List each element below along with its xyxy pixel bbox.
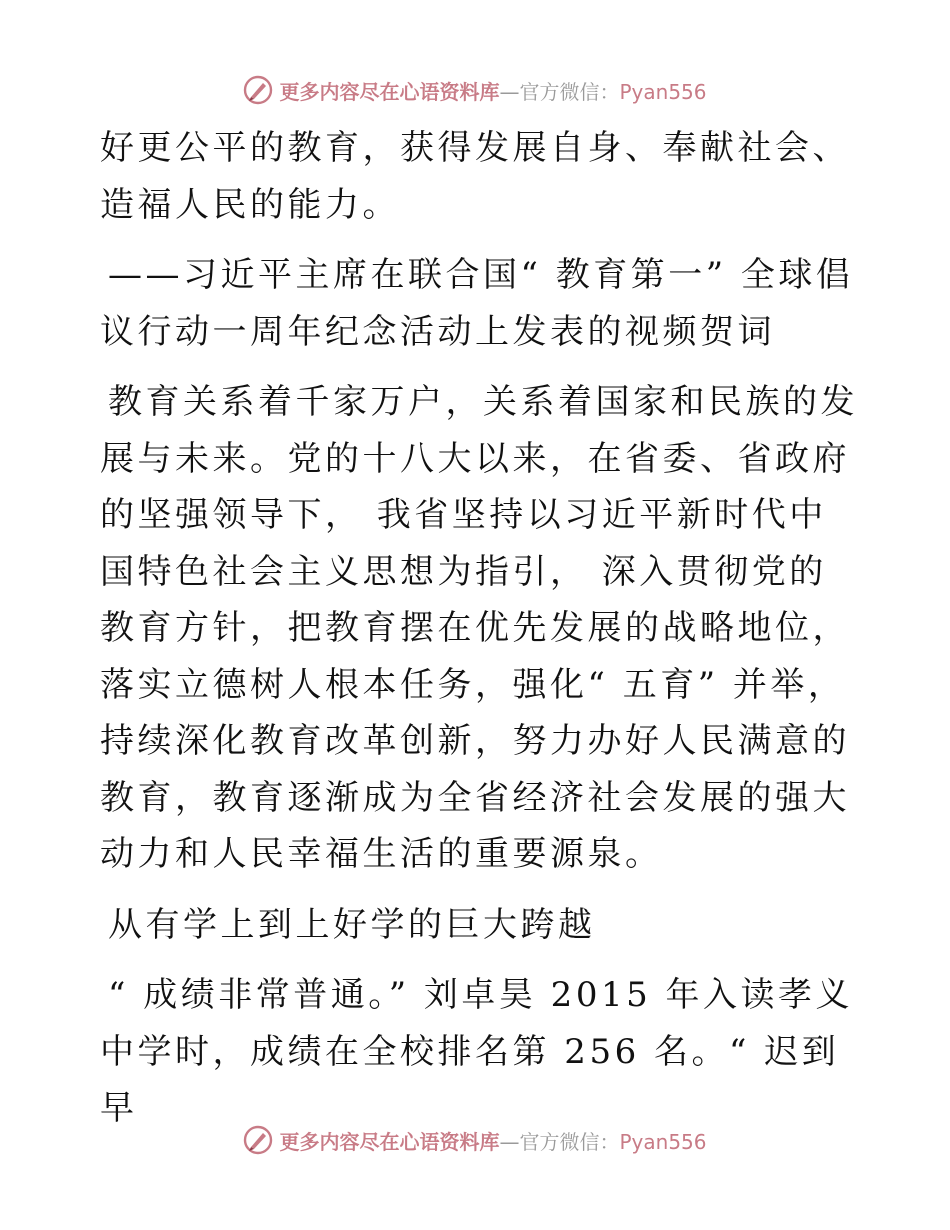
header-watermark	[0, 70, 950, 110]
watermark-wechat-id: Pyan556	[619, 79, 707, 104]
quill-seal-icon	[243, 1125, 273, 1155]
paragraph-continuation: 好更公平的教育，获得发展自身、奉献社会、造福人民的能力。	[100, 128, 850, 225]
watermark-wechat-label: 官方微信：	[519, 1129, 620, 1154]
paragraph-story: “ 成绩非常普通。” 刘卓昊 2015 年入读孝义中学时，成绩在全校排名第 256 名。“ 迟到早	[100, 975, 854, 1128]
quill-seal-icon	[243, 75, 273, 105]
footer-watermark-text	[279, 1126, 706, 1155]
footer-watermark	[0, 1120, 950, 1160]
header-watermark-text	[279, 76, 706, 105]
quote-attribution: ——习近平主席在联合国“ 教育第一” 全球倡议行动一周年纪念活动上发表的视频贺词	[100, 255, 854, 352]
paragraph-education-overview: 教育关系着千家万户，关系着国家和民族的发展与未来。党的十八大以来，在省委、省政府的坚强领导下， 我省坚持以习近平新时代中国特色社会主义思想为指引， 深入贯彻党的教育方针，把教育摆在优先发展的战略地位，落实立德树人根本任务，强化“ 五育” 并举，持续深化教育改革创新，努力办好人民满意的教育，教育逐渐成为全省经济社会发展的强大动力和人民幸福生活的重要源泉。	[100, 382, 858, 874]
watermark-wechat-id: Pyan556	[619, 1129, 707, 1154]
watermark-site-name: 更多内容尽在心语资料库	[279, 79, 500, 104]
watermark-separator: —	[499, 79, 520, 104]
section-heading: 从有学上到上好学的巨大跨越	[108, 904, 596, 945]
watermark-wechat-label: 官方微信：	[519, 79, 620, 104]
watermark-separator: —	[499, 1129, 520, 1154]
watermark-site-name: 更多内容尽在心语资料库	[279, 1129, 500, 1154]
document-body	[100, 120, 860, 1151]
